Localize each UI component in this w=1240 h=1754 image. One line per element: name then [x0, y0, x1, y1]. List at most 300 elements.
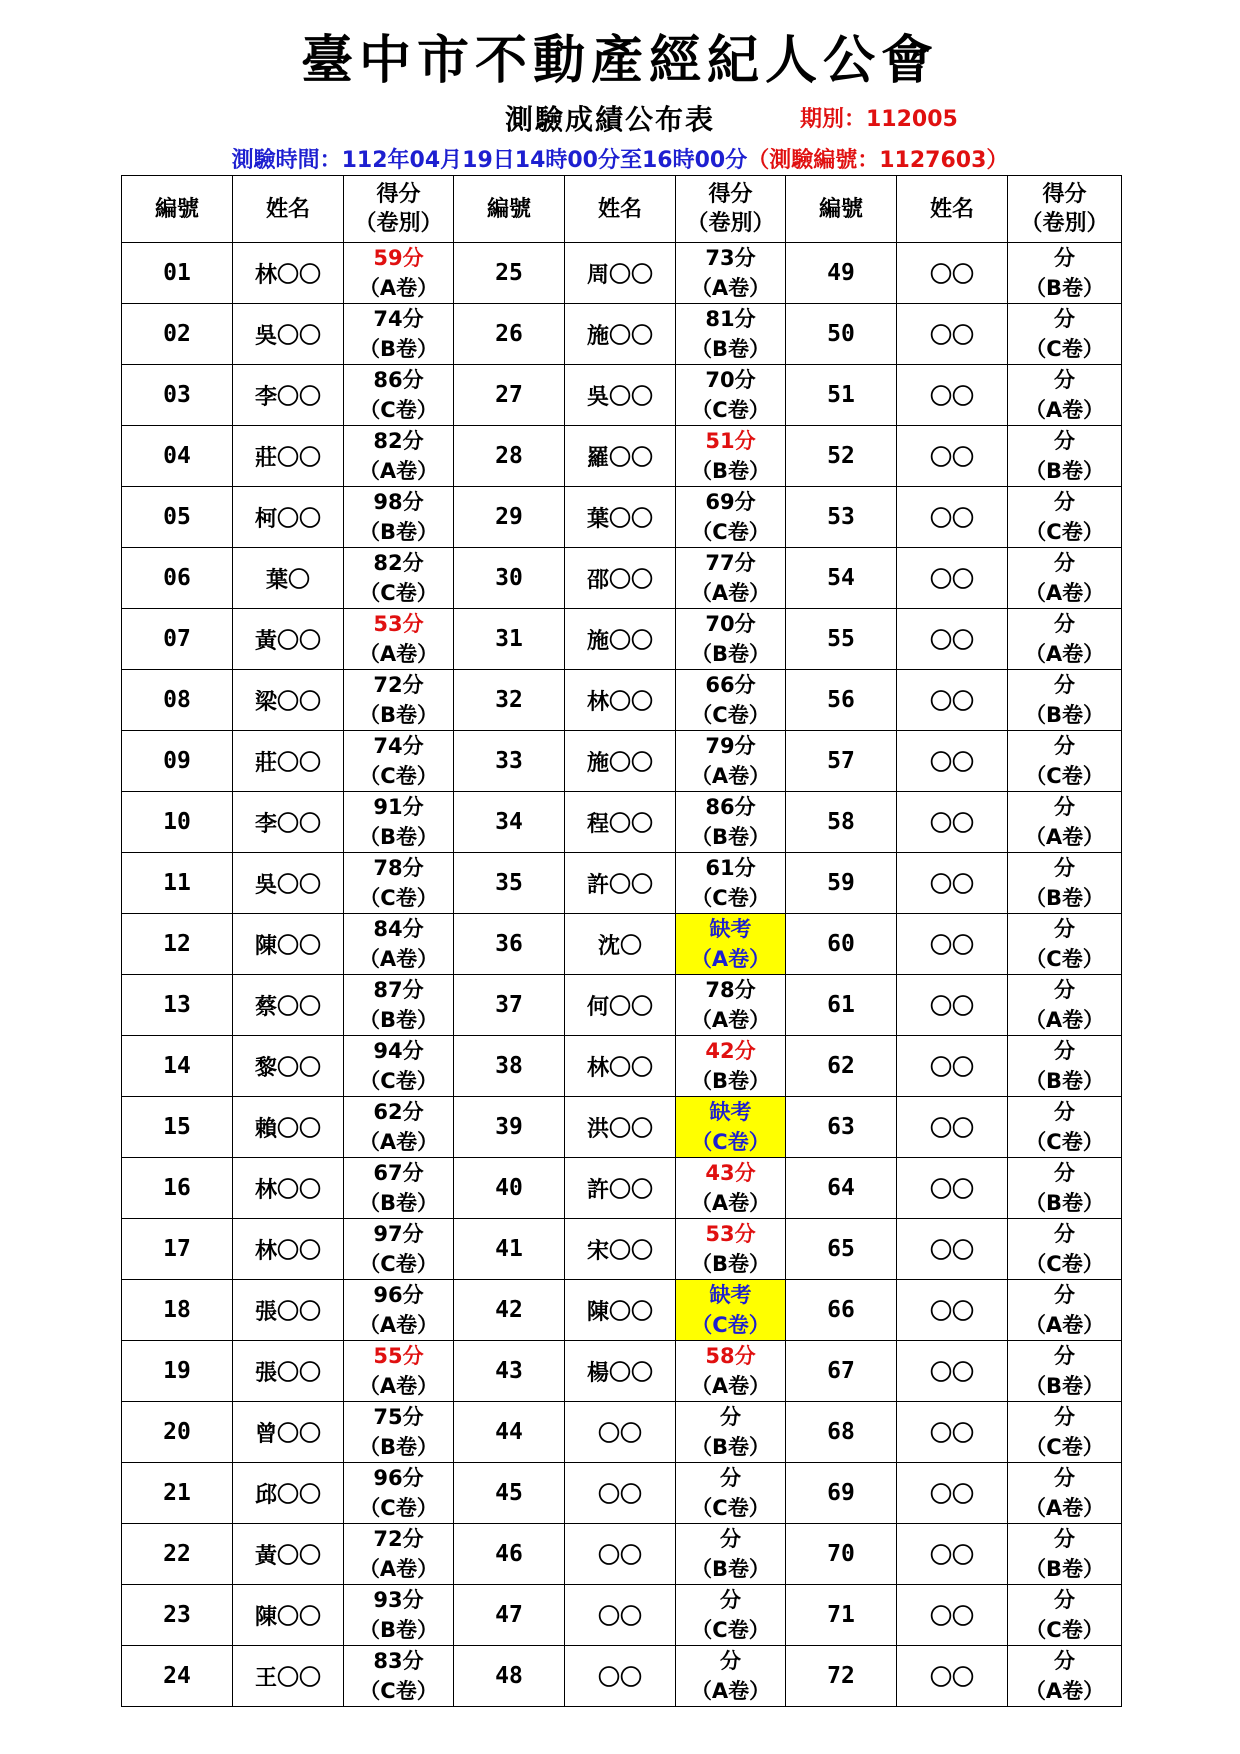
cell-id: 58 — [786, 792, 897, 853]
exam-code: （測驗編號：1127603） — [747, 148, 1009, 173]
cell-score — [676, 1646, 786, 1707]
score-value: 78分 — [373, 856, 424, 880]
paper-type: （A卷） — [358, 1130, 439, 1154]
score-value: 84分 — [373, 917, 424, 941]
paper-type: （C卷） — [359, 581, 438, 605]
cell-score — [1008, 1463, 1122, 1524]
score-value: 97分 — [373, 1222, 424, 1246]
cell-score — [1008, 975, 1122, 1036]
header-score — [676, 176, 786, 243]
paper-type: （A卷） — [1024, 825, 1105, 849]
paper-type: （B卷） — [690, 1557, 770, 1581]
cell-score — [676, 487, 786, 548]
cell-name: 〇〇 — [897, 1158, 1008, 1219]
score-value: 43分 — [705, 1161, 756, 1185]
cell-score — [344, 914, 454, 975]
score-value: 分 — [1054, 1283, 1075, 1307]
cell-score — [676, 1585, 786, 1646]
header-score-label: 得分 — [1042, 182, 1087, 207]
cell-score — [1008, 1158, 1122, 1219]
cell-name: 邱〇〇 — [233, 1463, 344, 1524]
paper-type: （B卷） — [690, 1069, 770, 1093]
score-value: 82分 — [373, 551, 424, 575]
paper-type: （B卷） — [690, 1435, 770, 1459]
score-value: 61分 — [705, 856, 756, 880]
cell-score — [676, 243, 786, 304]
cell-name: 周〇〇 — [565, 243, 676, 304]
cell-id: 39 — [454, 1097, 565, 1158]
cell-id: 36 — [454, 914, 565, 975]
cell-id: 04 — [122, 426, 233, 487]
paper-type: （A卷） — [1024, 1679, 1105, 1703]
cell-score — [1008, 1280, 1122, 1341]
cell-score — [1008, 365, 1122, 426]
cell-score — [1008, 914, 1122, 975]
table-row — [122, 1341, 1122, 1402]
cell-name: 宋〇〇 — [565, 1219, 676, 1280]
score-value: 58分 — [705, 1344, 756, 1368]
cell-score — [1008, 243, 1122, 304]
cell-id: 09 — [122, 731, 233, 792]
cell-id: 64 — [786, 1158, 897, 1219]
score-value: 74分 — [373, 307, 424, 331]
paper-type: （C卷） — [1025, 764, 1104, 788]
score-value: 分 — [1054, 429, 1075, 453]
cell-id: 20 — [122, 1402, 233, 1463]
cell-name: 曾〇〇 — [233, 1402, 344, 1463]
score-value: 87分 — [373, 978, 424, 1002]
table-row — [122, 1158, 1122, 1219]
cell-score — [344, 1219, 454, 1280]
cell-id: 32 — [454, 670, 565, 731]
score-value: 分 — [1054, 978, 1075, 1002]
score-value: 分 — [1054, 1100, 1075, 1124]
score-value: 70分 — [705, 612, 756, 636]
paper-type: （C卷） — [359, 1496, 438, 1520]
cell-score — [676, 1219, 786, 1280]
score-value: 缺考 — [709, 1100, 752, 1124]
cell-score — [676, 792, 786, 853]
exam-info — [0, 143, 1240, 174]
paper-type: （C卷） — [359, 1069, 438, 1093]
cell-score — [1008, 1646, 1122, 1707]
score-value: 72分 — [373, 673, 424, 697]
cell-name: 黃〇〇 — [233, 1524, 344, 1585]
cell-id: 13 — [122, 975, 233, 1036]
paper-type: （C卷） — [1025, 337, 1104, 361]
cell-name: 〇〇 — [897, 609, 1008, 670]
score-value: 82分 — [373, 429, 424, 453]
score-value: 分 — [1054, 490, 1075, 514]
table-row — [122, 243, 1122, 304]
cell-id: 72 — [786, 1646, 897, 1707]
cell-name: 林〇〇 — [565, 670, 676, 731]
score-value: 分 — [1054, 1527, 1075, 1551]
header-paper-label: （卷別） — [686, 211, 775, 236]
cell-id: 53 — [786, 487, 897, 548]
cell-name: 〇〇 — [897, 1280, 1008, 1341]
paper-type: （A卷） — [690, 947, 771, 971]
cell-name: 〇〇 — [897, 548, 1008, 609]
cell-score — [676, 304, 786, 365]
cell-name: 林〇〇 — [233, 1158, 344, 1219]
score-value: 81分 — [705, 307, 756, 331]
cell-name: 吳〇〇 — [233, 304, 344, 365]
cell-id: 18 — [122, 1280, 233, 1341]
cell-score — [1008, 731, 1122, 792]
cell-id: 47 — [454, 1585, 565, 1646]
cell-id: 27 — [454, 365, 565, 426]
paper-type: （A卷） — [690, 581, 771, 605]
paper-type: （C卷） — [1025, 520, 1104, 544]
cell-score — [1008, 1219, 1122, 1280]
score-value: 分 — [720, 1649, 741, 1673]
table-row — [122, 975, 1122, 1036]
paper-type: （B卷） — [1024, 276, 1104, 300]
paper-type: （A卷） — [358, 1557, 439, 1581]
table-row — [122, 1036, 1122, 1097]
cell-score — [344, 243, 454, 304]
cell-name: 洪〇〇 — [565, 1097, 676, 1158]
table-row — [122, 304, 1122, 365]
cell-id: 01 — [122, 243, 233, 304]
cell-id: 24 — [122, 1646, 233, 1707]
paper-type: （A卷） — [1024, 1008, 1105, 1032]
score-value: 66分 — [705, 673, 756, 697]
cell-score — [1008, 1524, 1122, 1585]
cell-score-absent — [676, 1280, 786, 1341]
score-value: 分 — [1054, 1466, 1075, 1490]
table-row — [122, 1280, 1122, 1341]
cell-name: 〇〇 — [897, 1524, 1008, 1585]
cell-name: 〇〇 — [897, 914, 1008, 975]
cell-score — [344, 1463, 454, 1524]
paper-type: （A卷） — [358, 459, 439, 483]
paper-type: （C卷） — [691, 1313, 770, 1337]
paper-type: （B卷） — [690, 459, 770, 483]
cell-name: 〇〇 — [897, 1646, 1008, 1707]
cell-id: 15 — [122, 1097, 233, 1158]
cell-id: 34 — [454, 792, 565, 853]
score-value: 分 — [1054, 307, 1075, 331]
paper-type: （C卷） — [1025, 1130, 1104, 1154]
cell-id: 38 — [454, 1036, 565, 1097]
cell-id: 25 — [454, 243, 565, 304]
cell-name: 楊〇〇 — [565, 1341, 676, 1402]
header-paper-label: （卷別） — [1020, 211, 1109, 236]
cell-name: 柯〇〇 — [233, 487, 344, 548]
paper-type: （A卷） — [690, 1008, 771, 1032]
cell-score — [344, 1402, 454, 1463]
cell-score — [676, 731, 786, 792]
cell-score — [344, 1097, 454, 1158]
score-value: 分 — [1054, 856, 1075, 880]
paper-type: （C卷） — [1025, 1252, 1104, 1276]
cell-score — [344, 365, 454, 426]
cell-name: 蔡〇〇 — [233, 975, 344, 1036]
score-value: 分 — [1054, 734, 1075, 758]
cell-id: 48 — [454, 1646, 565, 1707]
cell-name: 〇〇 — [897, 1463, 1008, 1524]
cell-score — [676, 1402, 786, 1463]
cell-id: 66 — [786, 1280, 897, 1341]
cell-name: 張〇〇 — [233, 1341, 344, 1402]
cell-score — [1008, 304, 1122, 365]
score-table — [121, 175, 1122, 1707]
cell-score — [344, 731, 454, 792]
cell-name: 葉〇 — [233, 548, 344, 609]
score-value: 分 — [1054, 1405, 1075, 1429]
score-value: 59分 — [373, 246, 424, 270]
score-value: 分 — [1054, 1344, 1075, 1368]
score-value: 74分 — [373, 734, 424, 758]
cell-name: 陳〇〇 — [233, 1585, 344, 1646]
cell-score — [676, 670, 786, 731]
cell-id: 51 — [786, 365, 897, 426]
table-row — [122, 1585, 1122, 1646]
cell-name: 沈〇 — [565, 914, 676, 975]
paper-type: （C卷） — [691, 703, 770, 727]
cell-name: 〇〇 — [565, 1646, 676, 1707]
cell-score — [1008, 1585, 1122, 1646]
cell-id: 14 — [122, 1036, 233, 1097]
cell-name: 梁〇〇 — [233, 670, 344, 731]
cell-score — [1008, 1341, 1122, 1402]
paper-type: （A卷） — [358, 1313, 439, 1337]
paper-type: （A卷） — [690, 1191, 771, 1215]
score-value: 62分 — [373, 1100, 424, 1124]
cell-score — [1008, 487, 1122, 548]
cell-score — [1008, 1402, 1122, 1463]
cell-score — [676, 1524, 786, 1585]
score-value: 91分 — [373, 795, 424, 819]
table-row — [122, 1524, 1122, 1585]
paper-type: （C卷） — [359, 1252, 438, 1276]
cell-name: 莊〇〇 — [233, 731, 344, 792]
paper-type: （C卷） — [1025, 1435, 1104, 1459]
cell-name: 〇〇 — [565, 1585, 676, 1646]
header-score — [344, 176, 454, 243]
cell-id: 29 — [454, 487, 565, 548]
cell-id: 44 — [454, 1402, 565, 1463]
cell-name: 施〇〇 — [565, 731, 676, 792]
document-subtitle: 測驗成績公布表 — [505, 103, 716, 136]
table-row — [122, 792, 1122, 853]
cell-id: 70 — [786, 1524, 897, 1585]
cell-score — [344, 853, 454, 914]
score-value: 78分 — [705, 978, 756, 1002]
cell-name: 〇〇 — [897, 1402, 1008, 1463]
cell-name: 〇〇 — [897, 853, 1008, 914]
cell-score — [676, 365, 786, 426]
cell-name: 邵〇〇 — [565, 548, 676, 609]
cell-name: 〇〇 — [897, 1219, 1008, 1280]
cell-name: 林〇〇 — [565, 1036, 676, 1097]
cell-name: 〇〇 — [897, 365, 1008, 426]
score-value: 分 — [1054, 551, 1075, 575]
exam-time: 測驗時間：112年04月19日14時00分至16時00分 — [231, 148, 748, 173]
cell-score — [344, 548, 454, 609]
cell-id: 28 — [454, 426, 565, 487]
cell-name: 〇〇 — [897, 1036, 1008, 1097]
paper-type: （B卷） — [1024, 886, 1104, 910]
header-id: 編號 — [786, 176, 897, 243]
score-value: 分 — [1054, 673, 1075, 697]
paper-type: （B卷） — [358, 520, 438, 544]
cell-score — [344, 426, 454, 487]
score-value: 分 — [1054, 246, 1075, 270]
paper-type: （B卷） — [1024, 1374, 1104, 1398]
cell-id: 19 — [122, 1341, 233, 1402]
cell-score — [1008, 792, 1122, 853]
score-value: 分 — [1054, 1039, 1075, 1063]
cell-name: 陳〇〇 — [233, 914, 344, 975]
cell-id: 05 — [122, 487, 233, 548]
paper-type: （B卷） — [690, 1252, 770, 1276]
table-row — [122, 548, 1122, 609]
score-value: 69分 — [705, 490, 756, 514]
paper-type: （B卷） — [1024, 1069, 1104, 1093]
score-table-body — [122, 243, 1122, 1707]
paper-type: （A卷） — [358, 276, 439, 300]
header-name: 姓名 — [233, 176, 344, 243]
paper-type: （B卷） — [690, 337, 770, 361]
cell-name: 王〇〇 — [233, 1646, 344, 1707]
score-value: 75分 — [373, 1405, 424, 1429]
header-id: 編號 — [122, 176, 233, 243]
cell-name: 〇〇 — [565, 1402, 676, 1463]
cell-name: 〇〇 — [897, 243, 1008, 304]
cell-id: 54 — [786, 548, 897, 609]
score-value: 96分 — [373, 1466, 424, 1490]
header-score-label: 得分 — [376, 182, 421, 207]
cell-id: 59 — [786, 853, 897, 914]
score-value: 67分 — [373, 1161, 424, 1185]
paper-type: （A卷） — [690, 276, 771, 300]
score-value: 93分 — [373, 1588, 424, 1612]
cell-id: 57 — [786, 731, 897, 792]
table-row — [122, 609, 1122, 670]
cell-score — [1008, 426, 1122, 487]
score-value: 86分 — [373, 368, 424, 392]
cell-score — [676, 1341, 786, 1402]
cell-id: 43 — [454, 1341, 565, 1402]
cell-name: 林〇〇 — [233, 1219, 344, 1280]
score-value: 分 — [1054, 1588, 1075, 1612]
cell-id: 06 — [122, 548, 233, 609]
paper-type: （B卷） — [1024, 459, 1104, 483]
cell-score — [344, 1158, 454, 1219]
cell-name: 張〇〇 — [233, 1280, 344, 1341]
header-score — [1008, 176, 1122, 243]
score-value: 分 — [1054, 917, 1075, 941]
paper-type: （C卷） — [359, 764, 438, 788]
paper-type: （B卷） — [358, 1191, 438, 1215]
cell-score — [1008, 670, 1122, 731]
paper-type: （C卷） — [691, 1496, 770, 1520]
score-value: 42分 — [705, 1039, 756, 1063]
paper-type: （C卷） — [691, 886, 770, 910]
score-value: 分 — [1054, 1222, 1075, 1246]
cell-name: 〇〇 — [897, 426, 1008, 487]
cell-id: 49 — [786, 243, 897, 304]
score-value: 94分 — [373, 1039, 424, 1063]
cell-id: 71 — [786, 1585, 897, 1646]
paper-type: （C卷） — [691, 1618, 770, 1642]
cell-id: 60 — [786, 914, 897, 975]
cell-name: 葉〇〇 — [565, 487, 676, 548]
paper-type: （C卷） — [691, 520, 770, 544]
score-value: 分 — [720, 1588, 741, 1612]
cell-score — [676, 1036, 786, 1097]
cell-score — [344, 609, 454, 670]
score-value: 53分 — [705, 1222, 756, 1246]
table-row — [122, 1463, 1122, 1524]
cell-name: 許〇〇 — [565, 853, 676, 914]
cell-id: 10 — [122, 792, 233, 853]
score-value: 分 — [720, 1405, 741, 1429]
cell-name: 羅〇〇 — [565, 426, 676, 487]
cell-name: 莊〇〇 — [233, 426, 344, 487]
score-value: 72分 — [373, 1527, 424, 1551]
cell-score — [676, 426, 786, 487]
cell-name: 李〇〇 — [233, 365, 344, 426]
paper-type: （B卷） — [358, 1435, 438, 1459]
score-value: 缺考 — [709, 1283, 752, 1307]
cell-score — [1008, 1036, 1122, 1097]
cell-id: 62 — [786, 1036, 897, 1097]
paper-type: （C卷） — [691, 398, 770, 422]
cell-name: 〇〇 — [897, 1341, 1008, 1402]
cell-id: 23 — [122, 1585, 233, 1646]
paper-type: （A卷） — [1024, 398, 1105, 422]
score-value: 分 — [1054, 795, 1075, 819]
cell-id: 33 — [454, 731, 565, 792]
cell-name: 〇〇 — [565, 1463, 676, 1524]
cell-id: 22 — [122, 1524, 233, 1585]
cell-id: 55 — [786, 609, 897, 670]
cell-score — [676, 1158, 786, 1219]
cell-score — [344, 1280, 454, 1341]
cell-id: 69 — [786, 1463, 897, 1524]
cell-id: 17 — [122, 1219, 233, 1280]
table-row — [122, 487, 1122, 548]
cell-score — [1008, 609, 1122, 670]
cell-name: 〇〇 — [565, 1524, 676, 1585]
cell-score — [344, 975, 454, 1036]
cell-id: 45 — [454, 1463, 565, 1524]
paper-type: （A卷） — [690, 1679, 771, 1703]
paper-type: （C卷） — [1025, 947, 1104, 971]
cell-score — [344, 1341, 454, 1402]
cell-name: 李〇〇 — [233, 792, 344, 853]
cell-name: 黃〇〇 — [233, 609, 344, 670]
cell-id: 26 — [454, 304, 565, 365]
cell-id: 31 — [454, 609, 565, 670]
score-value: 96分 — [373, 1283, 424, 1307]
cell-score — [676, 1463, 786, 1524]
score-value: 分 — [720, 1466, 741, 1490]
header-id: 編號 — [454, 176, 565, 243]
cell-score — [344, 1524, 454, 1585]
paper-type: （B卷） — [358, 703, 438, 727]
cell-id: 68 — [786, 1402, 897, 1463]
cell-name: 〇〇 — [897, 487, 1008, 548]
cell-score — [1008, 548, 1122, 609]
table-row — [122, 853, 1122, 914]
paper-type: （A卷） — [1024, 1313, 1105, 1337]
cell-score — [676, 853, 786, 914]
